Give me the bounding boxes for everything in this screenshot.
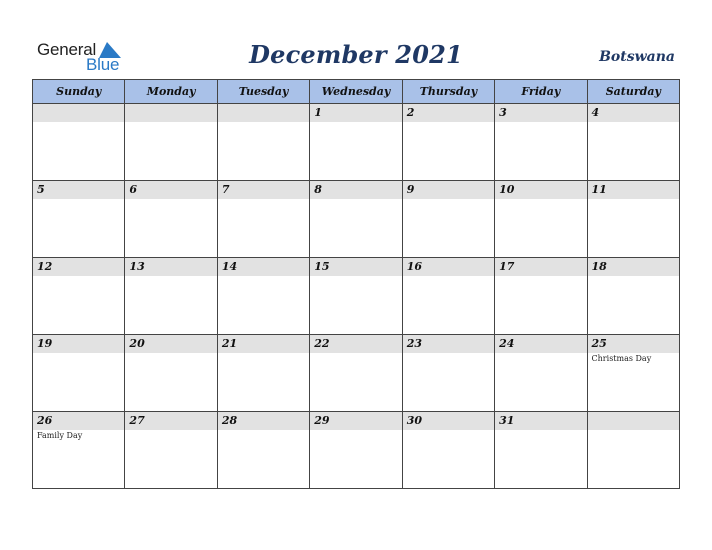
day-number-bar [588,335,679,353]
calendar-grid [32,79,680,489]
day-cell [402,258,494,335]
weekday-header: Monday [125,80,217,104]
day-number-bar [403,181,494,199]
day-number-bar [125,335,216,353]
day-number: 1 [314,106,322,119]
weekday-header-row [33,80,680,104]
day-cell [495,258,587,335]
day-cell [217,181,309,258]
day-number: 14 [221,260,238,273]
day-number-bar [218,104,309,122]
day-cell [125,412,217,489]
week-row [33,258,680,335]
day-number-bar [310,104,401,122]
logo-text-blue: Blue [86,55,120,74]
day-number: 25 [591,337,607,350]
day-number-bar [495,335,586,353]
week-row [33,412,680,489]
day-number: 6 [129,183,138,196]
day-cell [33,412,125,489]
weekday-header: Friday [495,80,587,104]
day-number: 2 [406,106,415,119]
day-number: 4 [591,106,600,119]
weekday-header: Wednesday [310,80,402,104]
day-cell [217,335,309,412]
day-cell [402,412,494,489]
day-number: 10 [499,183,515,196]
day-number: 30 [406,414,422,427]
day-cell [33,104,125,181]
day-number-bar [125,412,216,430]
week-row [33,104,680,181]
day-cell [495,104,587,181]
day-cell [495,335,587,412]
day-number: 5 [37,183,45,196]
day-cell [310,181,402,258]
day-cell [402,335,494,412]
day-number-bar [588,258,679,276]
day-number-bar [33,412,124,430]
day-number-bar [33,181,124,199]
day-number-bar [218,412,309,430]
day-number: 28 [221,414,238,427]
day-number-bar [125,104,216,122]
day-cell [125,104,217,181]
day-number-bar [125,181,216,199]
day-number: 31 [499,414,515,427]
country-label: Botswana [599,49,675,65]
day-number-bar [218,181,309,199]
day-number-bar [33,335,124,353]
page-title: December 2021 [249,40,463,69]
logo-text-general: General [37,40,97,59]
day-number-bar [310,335,401,353]
day-number-bar [588,104,679,122]
day-number: 15 [314,260,330,273]
day-number: 29 [314,414,330,427]
day-cell [402,104,494,181]
day-number: 26 [37,414,53,427]
day-cell [125,335,217,412]
day-number-bar [218,258,309,276]
day-number-bar [125,258,216,276]
weekday-header: Tuesday [217,80,309,104]
weekday-header: Sunday [33,80,125,104]
day-number-bar [495,412,586,430]
day-number: 21 [221,337,238,350]
weekday-header: Thursday [402,80,494,104]
day-cell [587,181,679,258]
day-cell [217,258,309,335]
day-cell [495,181,587,258]
day-number-bar [495,258,586,276]
day-number: 17 [499,260,515,273]
day-cell [495,412,587,489]
day-cell [587,335,679,412]
holiday-label: Christmas Day [591,354,652,363]
day-cell [587,258,679,335]
day-number: 22 [314,337,330,350]
day-cell [310,412,402,489]
day-number: 7 [221,183,230,196]
day-number: 13 [129,260,145,273]
day-number: 3 [499,106,507,119]
day-number-bar [33,258,124,276]
day-cell [587,104,679,181]
day-number: 8 [314,183,322,196]
day-cell [310,335,402,412]
day-cell [217,104,309,181]
day-cell [33,258,125,335]
day-number-bar [588,181,679,199]
day-number: 20 [129,337,145,350]
day-cell [310,258,402,335]
day-number: 12 [37,260,53,273]
week-row [33,181,680,258]
day-number-bar [403,104,494,122]
day-number-bar [310,412,401,430]
day-number-bar [588,412,679,430]
day-cell [125,258,217,335]
day-number-bar [495,104,586,122]
day-cell [33,181,125,258]
day-number: 27 [129,414,145,427]
holiday-label: Family Day [37,431,83,440]
day-cell [217,412,309,489]
day-number: 18 [591,260,607,273]
day-number-bar [218,335,309,353]
day-number: 9 [406,183,415,196]
day-number-bar [495,181,586,199]
day-number: 23 [406,337,422,350]
day-cell [587,412,679,489]
week-row [33,335,680,412]
day-number-bar [403,412,494,430]
day-number-bar [310,181,401,199]
day-number-bar [310,258,401,276]
day-cell [310,104,402,181]
day-number: 19 [37,337,53,350]
day-number: 16 [406,260,422,273]
day-cell [33,335,125,412]
day-number-bar [33,104,124,122]
day-cell [125,181,217,258]
weekday-header: Saturday [587,80,679,104]
day-cell [402,181,494,258]
day-number-bar [403,335,494,353]
day-number: 11 [591,183,607,196]
day-number-bar [403,258,494,276]
day-number: 24 [499,337,515,350]
